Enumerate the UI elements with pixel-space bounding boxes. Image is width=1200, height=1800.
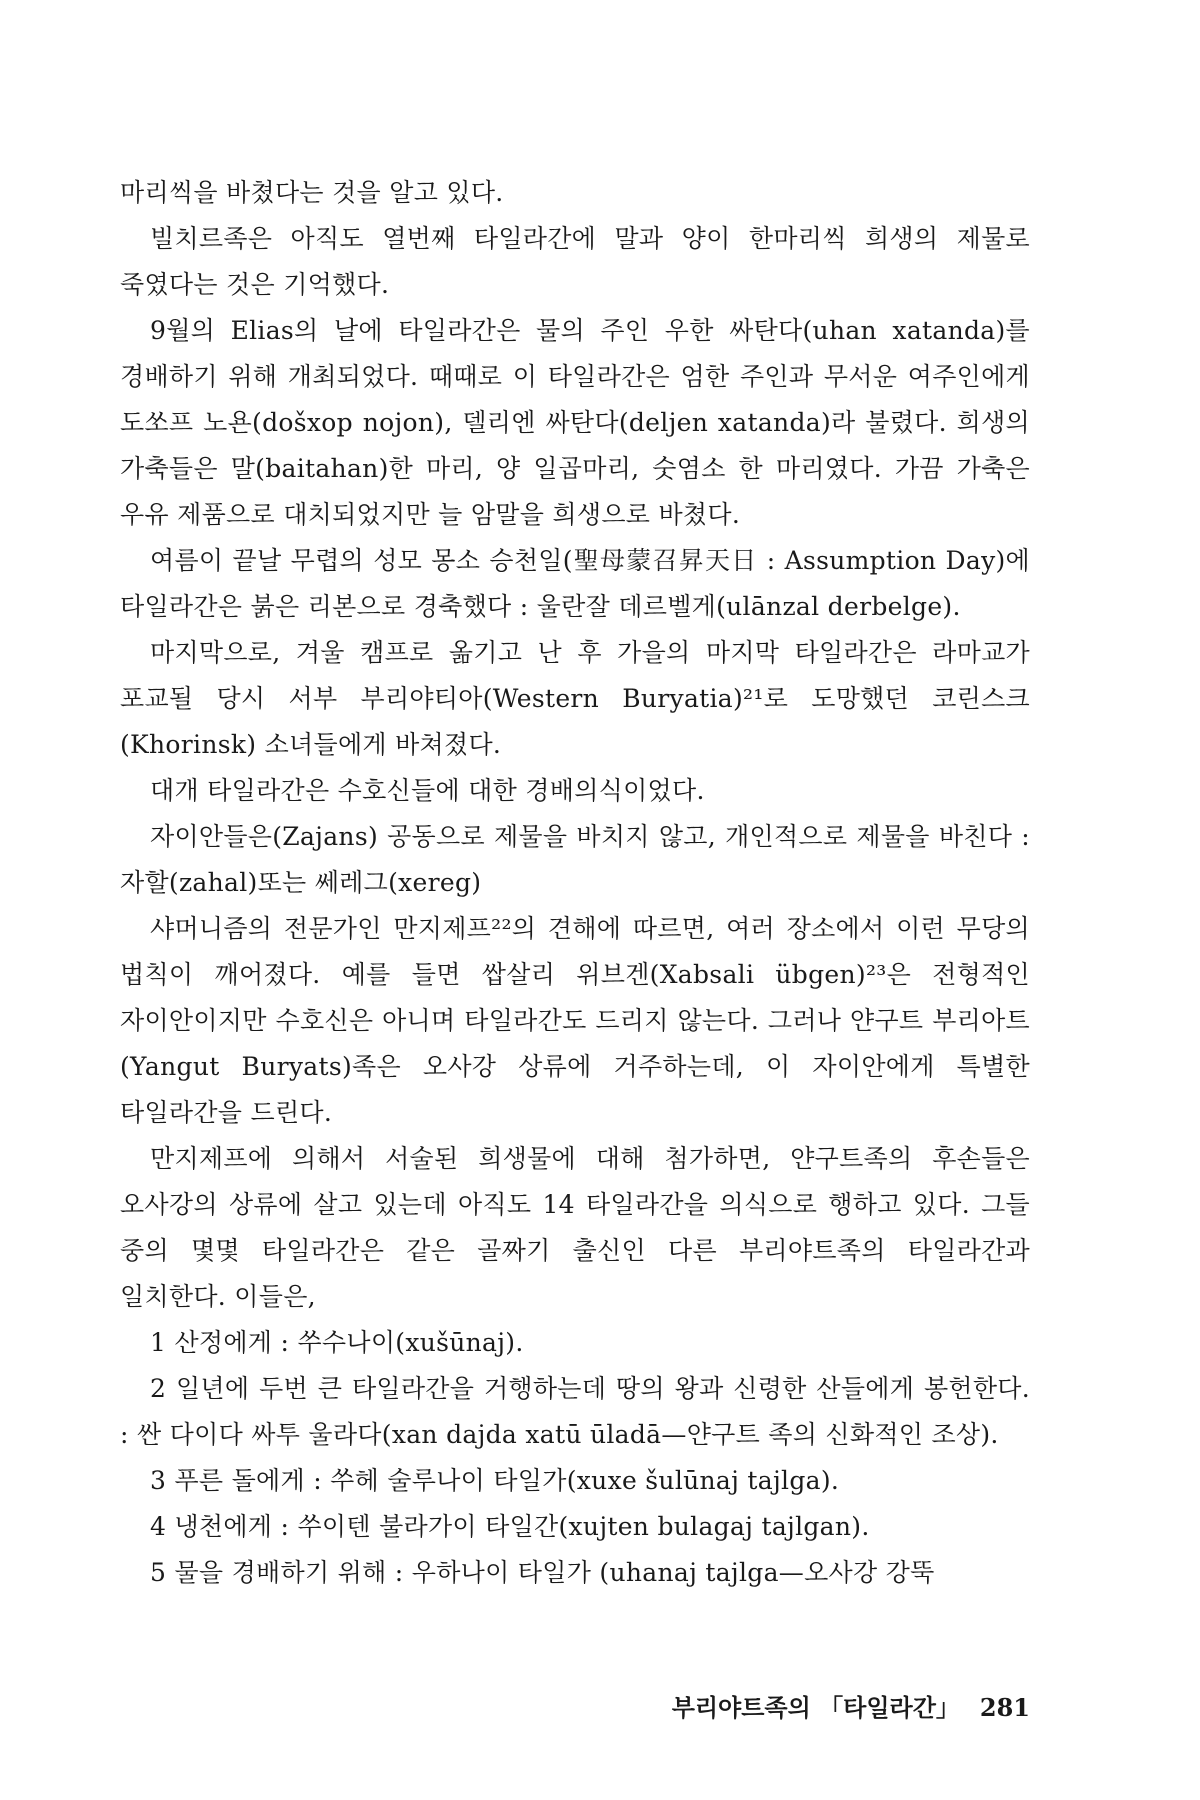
list-item: 5 물을 경배하기 위해 : 우하나이 타일가 (uhanaj tajlga—오사강 강뚝 bbox=[150, 1558, 935, 1587]
paragraph: 마리씩을 바쳤다는 것을 알고 있다. bbox=[120, 178, 504, 207]
list-item: 4 냉천에게 : 쑤이텐 불라가이 타일간(xujten bulagaj tajlgan). bbox=[150, 1512, 870, 1541]
page-body bbox=[120, 170, 1030, 1596]
paragraph: 빌치르족은 아직도 열번째 타일라간에 말과 양이 한마리씩 희생의 제물로 죽였다는 것은 기억했다. bbox=[120, 224, 1030, 299]
paragraph: 9월의 Elias의 날에 타일라간은 물의 주인 우한 싸탄다(uhan xatanda)를 경배하기 위해 개최되었다. 때때로 이 타일라간은 엄한 주인과 무서운 여주인에게 도쏘프 노욘(došxop nojon), 델리엔 싸탄다(deljen xatanda)라 불렸다. 희생의 가축들은 말(baitahan)한 마리, 양 일곱마리, 숫염소 한 마리였다. 가끔 가축은 우유 제품으로 대치되었지만 늘 암말을 희생으로 바쳤다. bbox=[120, 316, 1030, 529]
paragraph: 자이안들은(Zajans) 공동으로 제물을 바치지 않고, 개인적으로 제물을 바친다 : 자할(zahal)또는 쎄레그(xereg) bbox=[120, 822, 1030, 897]
paragraph: 대개 타일라간은 수호신들에 대한 경배의식이었다. bbox=[150, 776, 705, 805]
paragraph: 만지제프에 의해서 서술된 희생물에 대해 첨가하면, 얀구트족의 후손들은 오사강의 상류에 살고 있는데 아직도 14 타일라간을 의식으로 행하고 있다. 그들 중의 몇몇 타일라간은 같은 골짜기 출신인 다른 부리야트족의 타일라간과 일치한다. 이들은, bbox=[120, 1144, 1030, 1311]
list-item: 3 푸른 돌에게 : 쑤헤 술루나이 타일가(xuxe šulūnaj tajlga). bbox=[150, 1466, 840, 1495]
paragraph: 샤머니즘의 전문가인 만지제프²²의 견해에 따르면, 여러 장소에서 이런 무당의 법칙이 깨어졌다. 예를 들면 쌉살리 위브겐(Xabsali übgen)²³은 전형적인 자이안이지만 수호신은 아니며 타일라간도 드리지 않는다. 그러나 얀구트 부리아트(Yangut Buryats)족은 오사강 상류에 거주하는데, 이 자이안에게 특별한 타일라간을 드린다. bbox=[120, 914, 1030, 1127]
page-footer bbox=[620, 1688, 1030, 1723]
paragraph: 마지막으로, 겨울 캠프로 옮기고 난 후 가을의 마지막 타일라간은 라마교가 포교될 당시 서부 부리야티아(Western Buryatia)²¹로 도망했던 코린스크(Khorinsk) 소녀들에게 바쳐졌다. bbox=[120, 638, 1030, 759]
page-number: 281 bbox=[979, 1693, 1030, 1722]
list-item: 2 일년에 두번 큰 타일라간을 거행하는데 땅의 왕과 신령한 산들에게 봉헌한다. : 싼 다이다 싸투 울라다(xan dajda xatū ūladā—얀구트 족의 신화적인 조상). bbox=[120, 1374, 1030, 1449]
running-title: 부리야트족의 「타일라간」 bbox=[671, 1693, 960, 1722]
paragraph: 여름이 끝날 무렵의 성모 몽소 승천일(聖母蒙召昇天日 : Assumption Day)에 타일라간은 붉은 리본으로 경축했다 : 울란잘 데르벨게(ulānzal derbelge). bbox=[120, 546, 1030, 621]
list-item: 1 산정에게 : 쑤수나이(xušūnaj). bbox=[150, 1328, 524, 1357]
